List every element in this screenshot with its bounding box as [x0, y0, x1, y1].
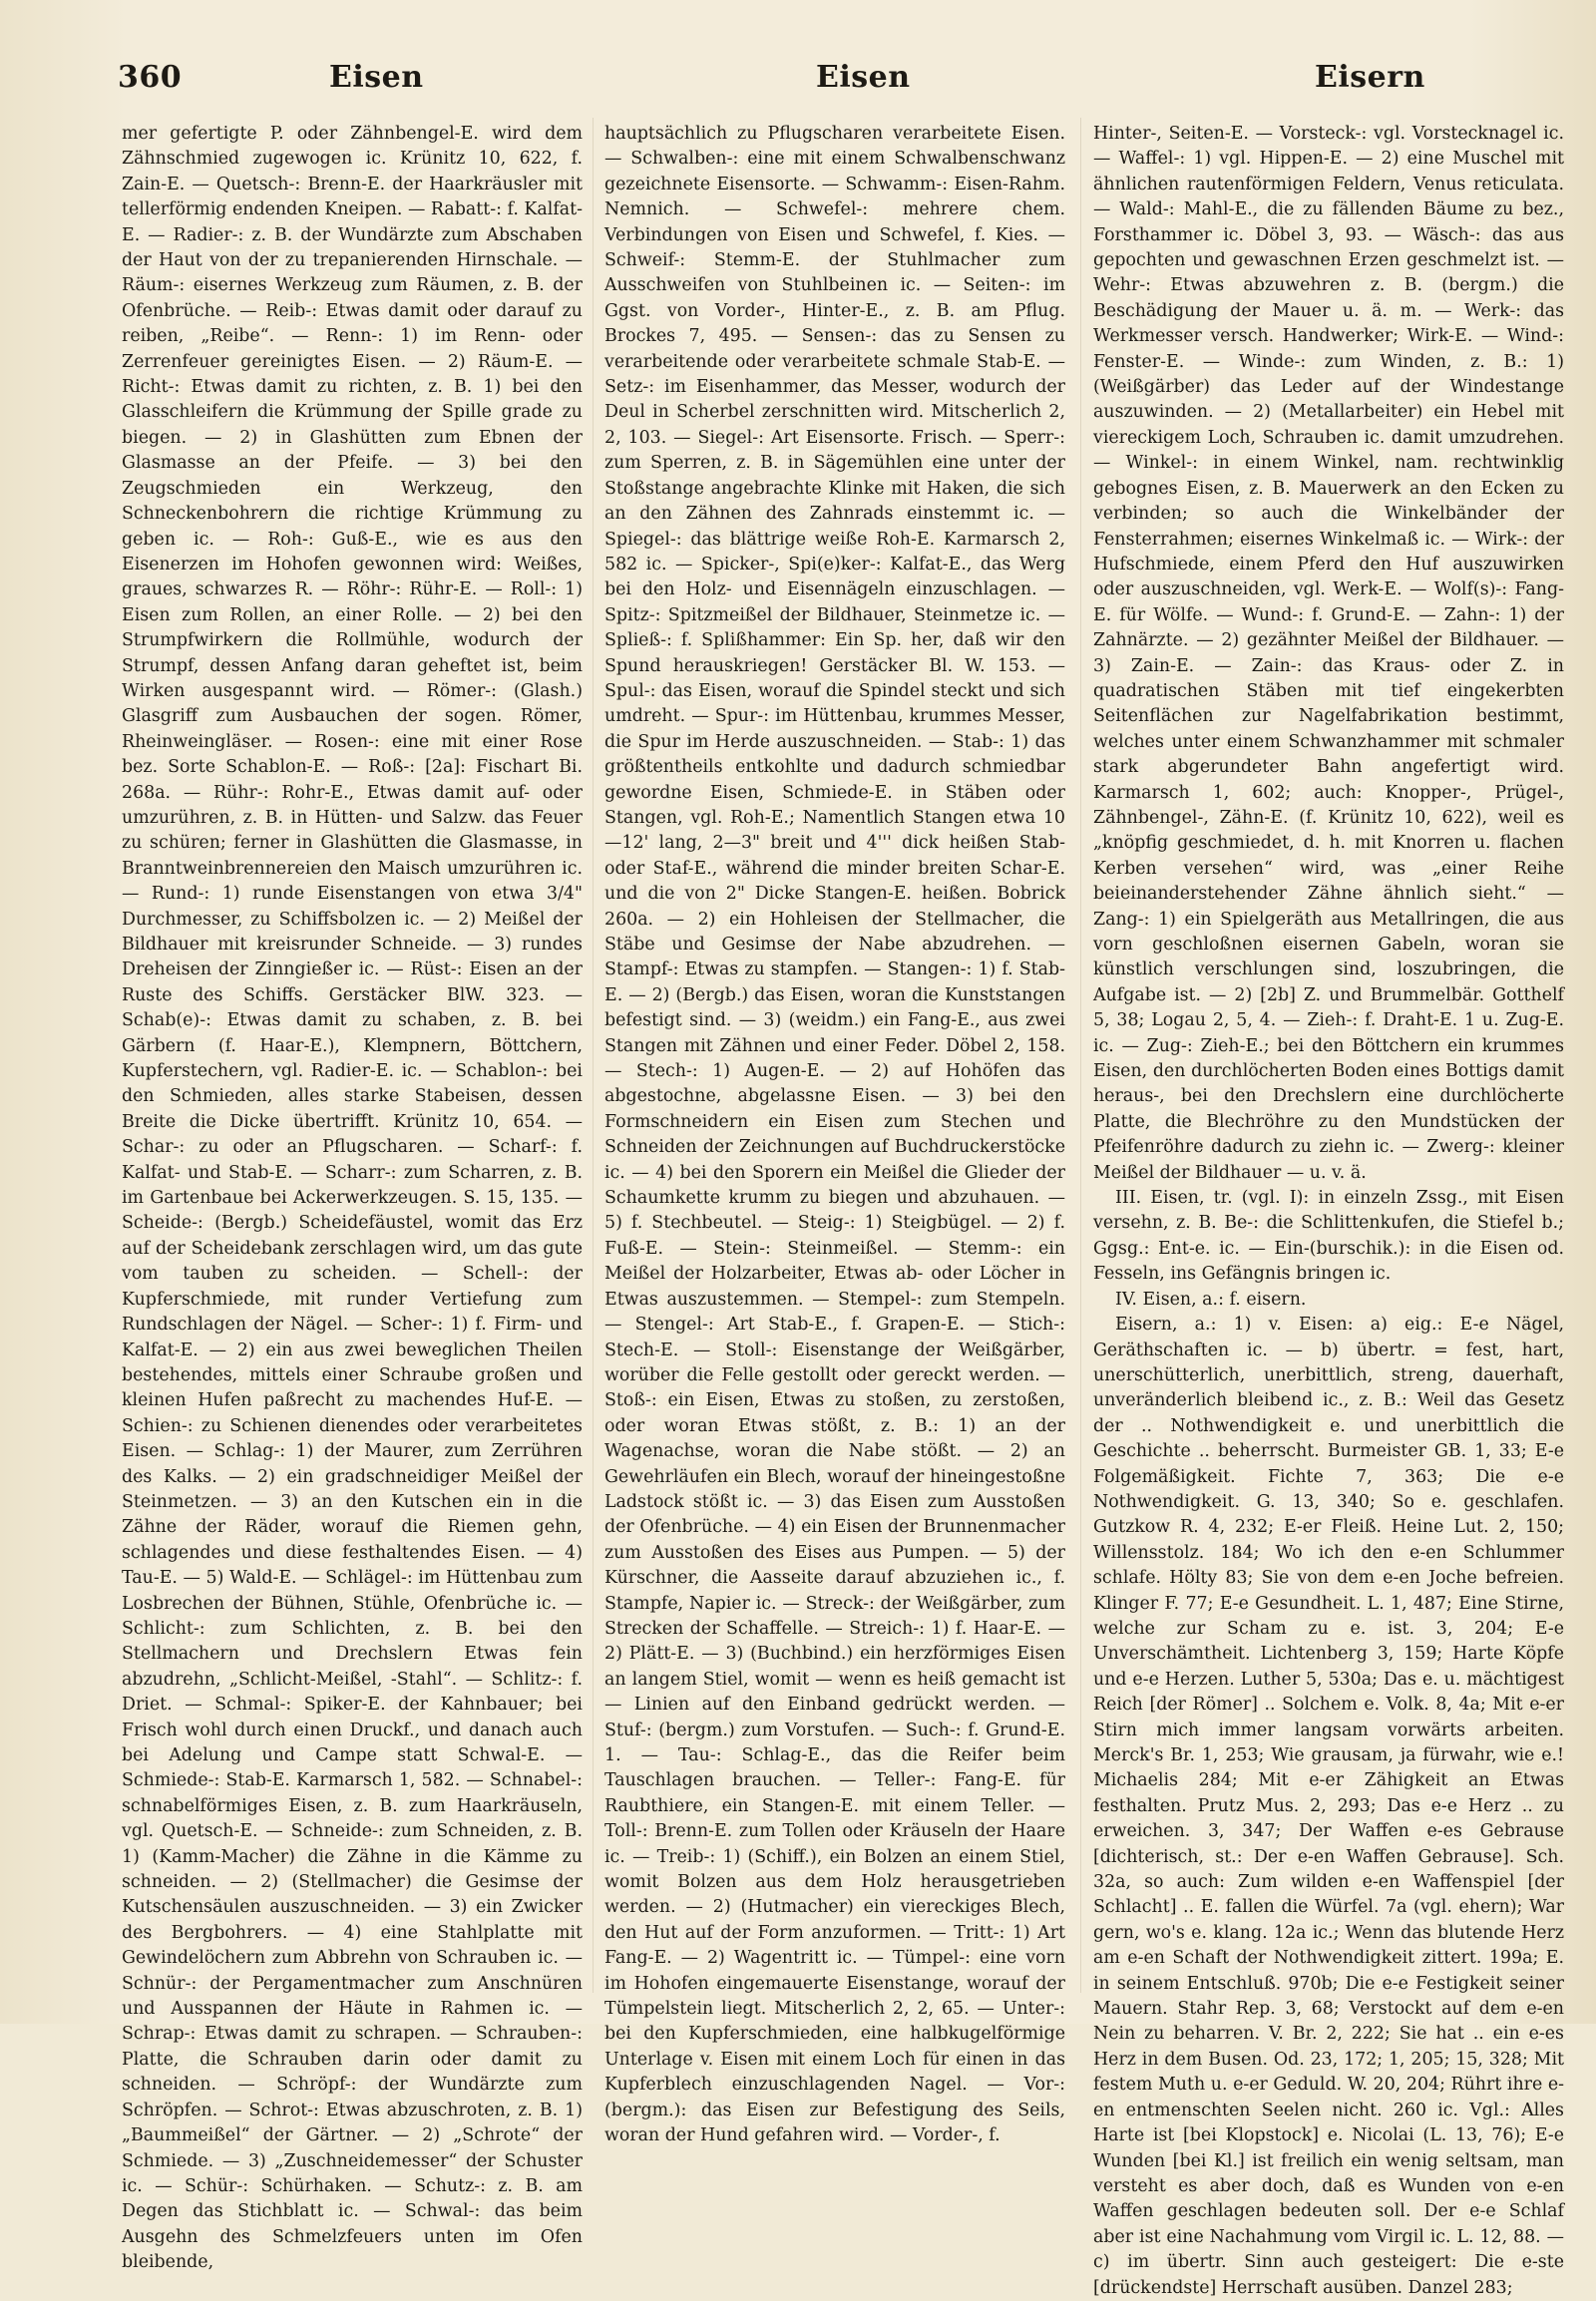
entry-eisern: Eisern, a.: 1) v. Eisen: a) eig.: E-e Nägel, Geräthschaften ic. — b) übertr. = fest, hart, unerschütterlich, unerbittlich, streng, dauerhaft, unveränderlich bleibend ic., z. B.: Weil das Gesetz der .. Nothwendigkeit e. und unerbittlich die Geschichte .. beherrscht. Burmeister GB. 1, 33; E-e Folgemäßigkeit. Fichte 7, 363; Die e-e Nothwendigkeit. G. 13, 340; So e. geschlafen. Gutzkow R. 4, 232; E-er Fleiß. Heine Lut. 2, 150; Willensstolz. 184; Wo ich den e-en Schlummer schlafe. Hölty 83; Sie von dem e-en Joche befreien. Klinger F. 77; E-e Gesundheit. L. 1, 487; Eine Stirne, welche zur Scham zu e. ist. 3, 204; E-e Unverschämtheit. Lichtenberg 3, 159; Harte Köpfe und e-e Herzen. Luther 5, 530a; Das e. u. mächtigest Reich [der Römer] .. Solchem e. Volk. 8, 4a; Mit e-er Stirn mich immer langsam vorwärts arbeiten. Merck's Br. 1, 253; Wie grausam, ja fürwahr, wie e.! Michaelis 284; Mit e-er Zähigkeit an Etwas festhalten. Prutz Mus. 2, 293; Das e-e Herz .. zu erweichen. 3, 347; Der Waffen e-es Gebrause [dichterisch, st.: Der e-en Waffen Gebrause]. Sch. 32a, so auch: Zum wilden e-en Waffenspiel [der Schlacht] .. E. fallen die Würfel. 7a (vgl. ehern); War gern, wo's e. klang. 12a ic.; Wenn das blutende Herz am e-en Schaft der Nothwendigkeit zittert. 199a; E. in seinem Entschluß. 970b; Die e-e Festigkeit seiner Mauern. Stahr Rep. 3, 68; Verstockt auf dem e-en Nein zu beharren. V. Br. 2, 222; Sie hat .. ein e-es Herz in dem Busen. Od. 23, 172; 1, 205; 15, 328; Mit festem Muth u. e-er Geduld. W. 20, 204; Rührt ihre e-en entmenschten Seelen nicht. 260 ic. Vgl.: Alles Harte ist [bei Klopstock] e. Nicolai (L. 13, 76); E-e Wunden [bei Kl.] ist freilich ein wenig seltsam, man versteht es aber doch, daß es Wunden von e-en Waffen geschlagen bedeuten soll. Der e-e Schlaf aber ist eine Nachahmung vom Virgil ic. L. 12, 88. — c) im übertr. Sinn auch gesteigert: Die e-ste [drückendste] Herrschaft ausüben. Danzel 283; [1093, 1315, 1564, 2298]
entry-text: Hinter-, Seiten-E. — Vorsteck-: vgl. Vorstecknagel ic. — Waffel-: 1) vgl. Hippen-E. — 2) eine Muschel mit ähnlichen rautenförmigen Feldern, Venus reticulata. — Wald-: Mahl-E., die zu fällenden Bäume zu bez., Forsthammer ic. Döbel 3, 93. — Wäsch-: das aus gepochten und gewaschnen Erzen geschmelzt ist. — Wehr-: Etwas abzuwehren z. B. (bergm.) die Beschädigung der Mauer u. ä. m. — Werk-: das Werkmesser versch. Handwerker; Wirk-E. — Wind-: Fenster-E. — Winde-: zum Winden, z. B.: 1) (Weißgärber) das Leder auf der Windestange auszuwinden. — 2) (Metallarbeiter) ein Hebel mit viereckigem Loch, Schrauben ic. damit umzudrehen. — Winkel-: in einem Winkel, nam. rechtwinklig gebognes Eisen, z. B. Mauerwerk an den Ecken zu verbinden; so auch die Winkelbänder der Fensterrahmen; eisernes Winkelmaß ic. — Wirk-: der Hufschmiede, einem Pferd den Huf auszuwirken oder auszuschneiden, vgl. Werk-E. — Wolf(s)-: Fang-E. für Wölfe. — Wund-: f. Grund-E. — Zahn-: 1) der Zahnärzte. — 2) gezähnter Meißel der Bildhauer. — 3) Zain-E. — Zain-: das Kraus- oder Z. in quadratischen Stäben mit tief eingekerbten Seitenflächen zur Nagelfabrikation bestimmt, welches unter einem Schwanzhammer mit schmaler stark abgerundeter Bahn angefertigt wird. Karmarsch 1, 602; auch: Knopper-, Prügel-, Zähnbengel-, Zähn-E. (f. Krünitz 10, 622), weil es „knöpfig geschmiedet, d. h. mit Knorren u. flachen Kerben versehen“ wird, was „einer Reihe beieinanderstehender Zähne ähnlich sieht.“ — Zang-: 1) ein Spielgeräth aus Metallringen, die aus vorn geschloßnen eisernen Gabeln, woran sie künstlich verschlungen sind, loszubringen, die Aufgabe ist. — 2) [2b] Z. und Brummelbär. Gotthelf 5, 38; Logau 2, 5, 4. — Zieh-: f. Draht-E. 1 u. Zug-E. ic. — Zug-: Zieh-E.; bei den Böttchern ein krummes Eisen, den durchlöcherten Boden eines Bottigs damit heraus-, bei den Drechslern eine durchlöcherte Platte, die Blechröhre zu den Mundstücken der Pfeifenröhre dadurch zu ziehn ic. — Zwerg-: kleiner Meißel der Bildhauer — u. v. ä. [1093, 124, 1564, 1183]
running-headword-right: Eisern [1315, 60, 1425, 95]
column-middle [604, 122, 1065, 2146]
entry-eisen-iv: IV. Eisen, a.: f. eisern. [1115, 1289, 1307, 1310]
running-headword-center: Eisen [816, 60, 911, 95]
column-right [1093, 122, 1564, 2298]
page-number: 360 [118, 60, 183, 95]
column-left [122, 122, 583, 2273]
entry-eisen-iii: III. Eisen, tr. (vgl. I): in einzeln Zssg., mit Eisen versehn, z. B. Be-: die Schlittenkufen, die Stiefel b.; Ggsg.: Ent-e. ic. — Ein-(burschik.): in die Eisen od. Fesseln, ins Gefängnis bringen ic. [1093, 1188, 1564, 1285]
entry-text: hauptsächlich zu Pflugscharen verarbeitete Eisen. — Schwalben-: eine mit einem Schwalbenschwanz gezeichnete Eisensorte. — Schwamm-: Eisen-Rahm. Nemnich. — Schwefel-: mehrere chem. Verbindungen von Eisen und Schwefel, f. Kies. — Schweif-: Stemm-E. der Stuhlmacher zum Ausschweifen von Stuhlbeinen ic. — Seiten-: im Ggst. von Vorder-, Hinter-E., z. B. am Pflug. Brockes 7, 495. — Sensen-: das zu Sensen zu verarbeitende oder verarbeitete schmale Stab-E. — Setz-: im Eisenhammer, das Messer, wodurch der Deul in Scherbel zerschnitten wird. Mitscherlich 2, 2, 103. — Siegel-: Art Eisensorte. Frisch. — Sperr-: zum Sperren, z. B. in Sägemühlen eine unter der Stoßstange angebrachte Klinke mit Haken, die sich an den Zähnen des Zahnrads einstemmt ic. — Spiegel-: das blättrige weiße Roh-E. Karmarsch 2, 582 ic. — Spicker-, Spi(e)ker-: Kalfat-E., das Werg bei den Holz- und Eisennägeln einzuschlagen. — Spitz-: Spitzmeißel der Bildhauer, Steinmetze ic. — Spließ-: f. Splißhammer: Ein Sp. her, daß wir den Spund herauskriegen! Gerstäcker Bl. W. 153. — Spul-: das Eisen, worauf die Spindel steckt und sich umdreht. — Spur-: im Hüttenbau, krummes Messer, die Spur im Herde auszuschneiden. — Stab-: 1) das größtentheils entkohlte und dadurch schmiedbar gewordne Eisen, Schmiede-E. in Stäben oder Stangen, vgl. Roh-E.; Namentlich Stangen etwa 10—12' lang, 2—3" breit und 4''' dick heißen Stab- oder Staf-E., während die minder breiten Schar-E. und die von 2" Dicke Stangen-E. heißen. Bobrick 260a. — 2) ein Hohleisen der Stellmacher, die Stäbe und Gesimse der Nabe abzudrehen. — Stampf-: Etwas zu stampfen. — Stangen-: 1) f. Stab-E. — 2) (Bergb.) das Eisen, woran die Kunststangen befestigt sind. — 3) (weidm.) ein Fang-E., aus zwei Stangen mit Zähnen und einer Feder. Döbel 2, 158. — Stech-: 1) Augen-E. — 2) auf Hohöfen das abgestochne, abgelassne Eisen. — 3) bei den Formschneidern ein Eisen zum Stechen und Schneiden der Zeichnungen auf Buchdruckerstöcke ic. — 4) bei den Sporern ein Meißel die Glieder der Schaumkette krumm zu biegen und abzuhauen. — 5) f. Stechbeutel. — Steig-: 1) Steigbügel. — 2) f. Fuß-E. — Stein-: Steinmeißel. — Stemm-: ein Meißel der Holzarbeiter, Etwas ab- oder Löcher in Etwas auszustemmen. — Stempel-: zum Stempeln. — Stengel-: Art Stab-E., f. Grapen-E. — Stich-: Stech-E. — Stoll-: Eisenstange der Weißgärber, worüber die Felle gestollt oder gereckt werden. — Stoß-: ein Eisen, Etwas zu stoßen, zu zerstoßen, oder woran Etwas stößt, z. B.: 1) an der Wagenachse, woran die Nabe stößt. — 2) an Gewehrläufen ein Blech, worauf der hineingestoßne Ladstock stößt ic. — 3) das Eisen zum Ausstoßen der Ofenbrüche. — 4) ein Eisen der Brunnenmacher zum Ausstoßen des Eises aus Pumpen. — 5) der Kürschner, die Aasseite darauf abzuziehen ic., f. Stampfe, Napier ic. — Streck-: der Weißgärber, zum Strecken der Schaffelle. — Streich-: 1) f. Haar-E. — 2) Plätt-E. — 3) (Buchbind.) ein herzförmiges Eisen an langem Stiel, womit — wenn es heiß gemacht ist — Linien auf den Einband gedrückt werden. — Stuf-: (bergm.) zum Vorstufen. — Such-: f. Grund-E. 1. — Tau-: Schlag-E., das die Reifer beim Tauschlagen brauchen. — Teller-: Fang-E. für Raubthiere, ein Stangen-E. mit einem Teller. — Toll-: Brenn-E. zum Tollen oder Kräuseln der Haare ic. — Treib-: 1) (Schiff.), ein Bolzen an einem Stiel, womit Bolzen aus dem Holz herausgetrieben werden. — 2) (Hutmacher) ein viereckiges Blech, den Hut auf der Form anzuformen. — Tritt-: 1) Art Fang-E. — 2) Wagentritt ic. — Tümpel-: eine vorn im Hohofen eingemauerte Eisenstange, worauf der Tümpelstein liegt. Mitscherlich 2, 2, 65. — Unter-: bei den Kupferschmieden, eine halbkugelförmige Unterlage v. Eisen mit einem Loch für einen in das Kupferblech einzuschlagenden Nagel. — Vor-: (bergm.): das Eisen zur Befestigung des Seils, woran der Hund gefahren wird. — Vorder-, f. [604, 124, 1065, 2146]
running-headword-left: Eisen [329, 60, 424, 95]
column-divider [1080, 118, 1081, 1993]
entry-text: mer gefertigte P. oder Zähnbengel-E. wird dem Zähnschmied zugewogen ic. Krünitz 10, 622, f. Zain-E. — Quetsch-: Brenn-E. der Haarkräusler mit tellerförmig endenden Kneipen. — Rabatt-: f. Kalfat-E. — Radier-: z. B. der Wundärzte zum Abschaben der Haut von der zu trepanierenden Hirnschale. — Räum-: eisernes Werkzeug zum Räumen, z. B. der Ofenbrüche. — Reib-: Etwas damit oder darauf zu reiben, „Reibe“. — Renn-: 1) im Renn- oder Zerrenfeuer gereinigtes Eisen. — 2) Räum-E. — Richt-: Etwas damit zu richten, z. B. 1) bei den Glasschleifern die Krümmung der Spille grade zu biegen. — 2) in Glashütten zum Ebnen der Glasmasse an der Pfeife. — 3) bei den Zeugschmieden ein Werkzeug, den Schneckenbohrern die richtige Krümmung zu geben ic. — Roh-: Guß-E., wie es aus den Eisenerzen im Hohofen gewonnen wird: Weißes, graues, schwarzes R. — Röhr-: Rühr-E. — Roll-: 1) Eisen zum Rollen, an einer Rolle. — 2) bei den Strumpfwirkern die Rollmühle, wodurch der Strumpf, dessen Anfang daran geheftet ist, beim Wirken ausgespannt wird. — Römer-: (Glash.) Glasgriff zum Ausbauchen der sogen. Römer, Rheinweingläser. — Rosen-: eine mit einer Rose bez. Sorte Schablon-E. — Roß-: [2a]: Fischart Bi. 268a. — Rühr-: Rohr-E., Etwas damit auf- oder umzurühren, z. B. in Hütten- und Salzw. das Feuer zu schüren; ferner in Glashütten die Glasmasse, in Branntweinbrennereien den Maisch umzurühren ic. — Rund-: 1) runde Eisenstangen von etwa 3/4" Durchmesser, zu Schiffsbolzen ic. — 2) Meißel der Bildhauer mit kreisrunder Schneide. — 3) rundes Dreheisen der Zinngießer ic. — Rüst-: Eisen an der Ruste des Schiffs. Gerstäcker BlW. 323. — Schab(e)-: Etwas damit zu schaben, z. B. bei Gärbern (f. Haar-E.), Klempnern, Böttchern, Kupferstechern, vgl. Radier-E. ic. — Schablon-: bei den Schmieden, alles starke Stabeisen, dessen Breite die Dicke übertrifft. Krünitz 10, 654. — Schar-: zu oder an Pflugscharen. — Scharf-: f. Kalfat- und Stab-E. — Scharr-: zum Scharren, z. B. im Gartenbaue bei Ackerwerkzeugen. S. 15, 135. — Scheide-: (Bergb.) Scheidefäustel, womit das Erz auf der Scheidebank zerschlagen wird, um das gute vom tauben zu scheiden. — Schell-: der Kupferschmiede, mit runder Vertiefung zum Rundschlagen der Nägel. — Scher-: 1) f. Firm- und Kalfat-E. — 2) ein aus zwei beweglichen Theilen bestehendes, mittels einer Schraube großen und kleinen Hufen paßrecht zu machendes Huf-E. — Schien-: zu Schienen dienendes oder verarbeitetes Eisen. — Schlag-: 1) der Maurer, zum Zerrühren des Kalks. — 2) ein gradschneidiger Meißel der Steinmetzen. — 3) an den Kutschen ein in die Zähne der Räder, worauf die Riemen gehn, schlagendes und diese festhaltendes Eisen. — 4) Tau-E. — 5) Wald-E. — Schlägel-: im Hüttenbau zum Losbrechen der Bühnen, Stühle, Ofenbrüche ic. — Schlicht-: zum Schlichten, z. B. bei den Stellmachern und Drechslern Etwas fein abzudrehn, „Schlicht-Meißel, -Stahl“. — Schlitz-: f. Driet. — Schmal-: Spiker-E. der Kahnbauer; bei Frisch wohl durch einen Druckf., und danach auch bei Adelung und Campe statt Schwal-E. — Schmiede-: Stab-E. Karmarsch 1, 582. — Schnabel-: schnabelförmiges Eisen, z. B. zum Haarkräuseln, vgl. Quetsch-E. — Schneide-: zum Schneiden, z. B. 1) (Kamm-Macher) die Zähne in die Kämme zu schneiden. — 2) (Stellmacher) die Gesimse der Kutschensäulen auszuschneiden. — 3) ein Zwicker des Bergbohrers. — 4) eine Stahlplatte mit Gewindelöchern zum Abbrehn von Schrauben ic. — Schnür-: der Pergamentmacher zum Anschnüren und Ausspannen der Häute in Rahmen ic. — Schrap-: Etwas damit zu schrapen. — Schrauben-: Platte, die Schrauben darin oder damit zu schneiden. — Schröpf-: der Wundärzte zum Schröpfen. — Schrot-: Etwas abzuschroten, z. B. 1) „Baummeißel“ der Gärtner. — 2) „Schrote“ der Schmiede. — 3) „Zuschneidemesser“ der Schuster ic. — Schür-: Schürhaken. — Schutz-: z. B. am Degen das Stichblatt ic. — Schwal-: das beim Ausgehn des Schmelzfeuers unten im Ofen bleibende, [122, 124, 583, 2273]
column-divider [593, 118, 594, 1993]
page-header [118, 60, 1486, 110]
